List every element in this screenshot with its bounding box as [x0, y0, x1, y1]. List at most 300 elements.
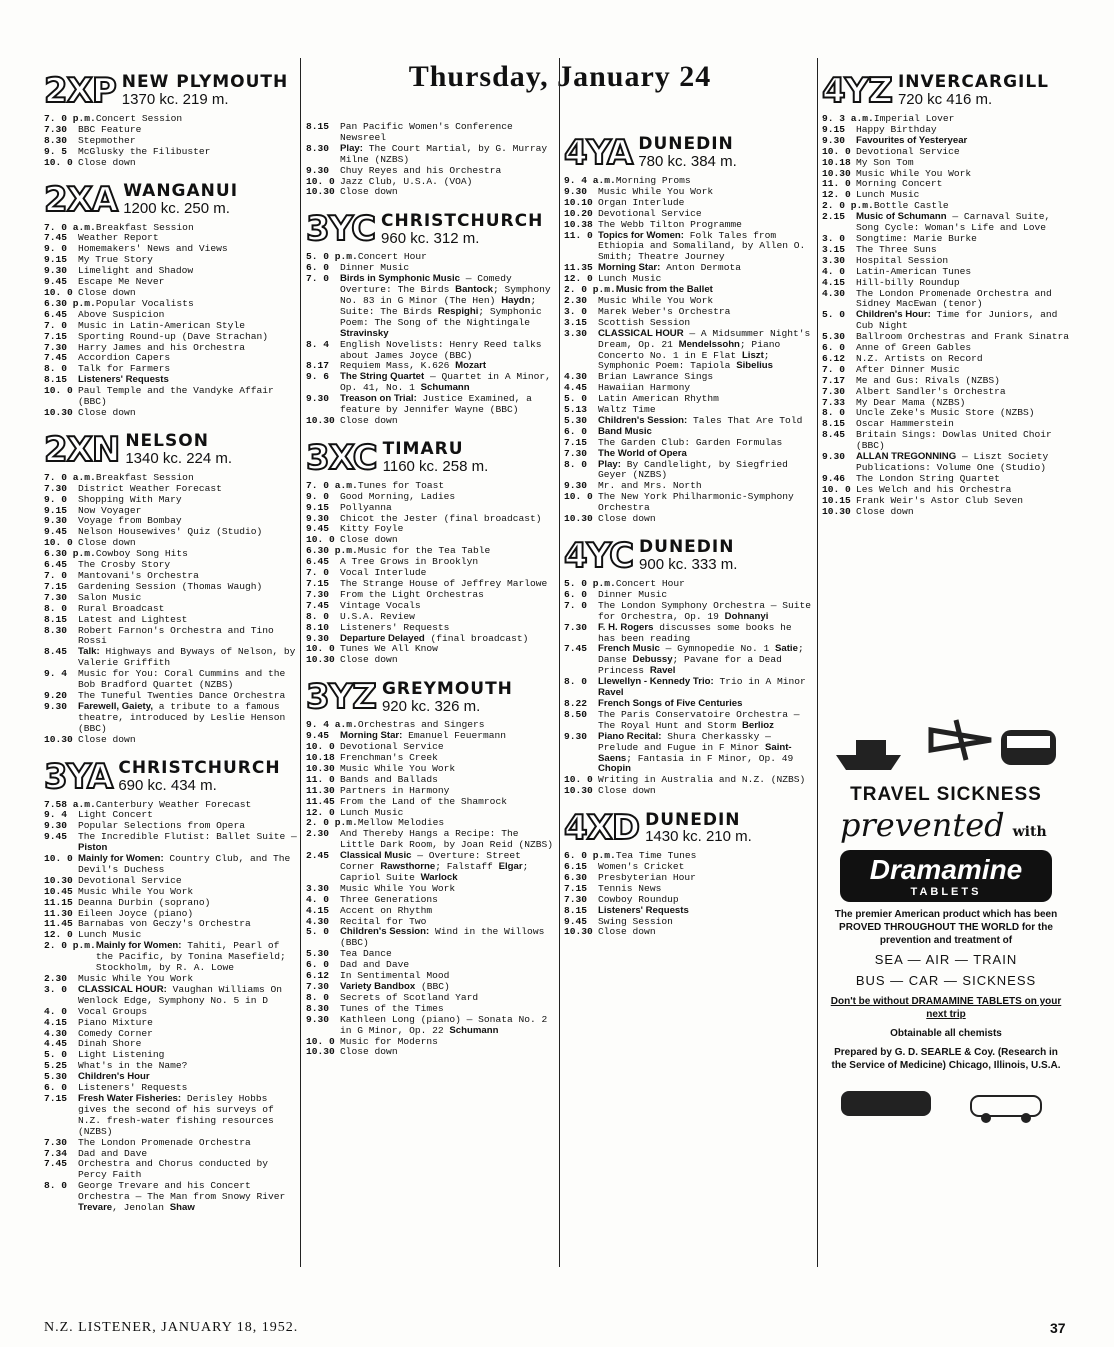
programme-title: Close down [340, 534, 398, 546]
programme-title: Listeners' Requests [340, 621, 450, 633]
programme-title: Mantovani's Orchestra [78, 570, 199, 581]
programme-title: Devotional Service [598, 207, 702, 219]
programme-title: Morning Star: Emanuel Feuermann [340, 730, 506, 742]
programme-title: Tea Time Tunes [615, 850, 697, 862]
programme-title: Weather Report [78, 232, 159, 244]
programme-title: Departure Delayed (final broadcast) [340, 632, 529, 644]
programme-title: Mr. and Mrs. North [598, 480, 702, 492]
programme-title: Barnabas von Geczy's Orchestra [78, 918, 251, 930]
programme-title: And Thereby Hangs a Recipe: The Little Dark Room, by Joan Reid (NZBS) [340, 828, 554, 851]
programme-title: Birds in Symphonic Music — Comedy Overture: The Birds Bantock; Symphony No. 83 in G Minor (The Hen) Haydn; Suite: The Birds Respighi; Symphonic Poem: The Song of the Nightingale Stravinsky [340, 273, 551, 339]
programme-time: 6. 0 p.m. [564, 850, 616, 862]
programme-time: 4.30 [44, 1027, 68, 1039]
programme-time: 9.15 [306, 501, 330, 513]
column-divider [559, 58, 560, 1267]
programme-title: Devotional Service [340, 741, 444, 753]
programme-time: 11. 0 [306, 773, 335, 785]
programme-entry [306, 1047, 556, 1058]
programme-title: Hawaiian Harmony [598, 382, 691, 394]
programme-title: What's in the Name? [78, 1060, 188, 1072]
programme-title: Orchestras and Singers [357, 719, 485, 731]
programme-title: Tea Dance [340, 948, 392, 960]
programme-time: 7. 0 a.m. [44, 471, 96, 483]
programme-time: 7.45 [44, 1158, 68, 1170]
programme-time: 3. 0 [564, 305, 588, 317]
programme-title: Dad and Dave [78, 1147, 148, 1159]
programme-time: 11.45 [44, 918, 73, 930]
programme-time: 9.15 [822, 123, 846, 135]
programme-time: 10.18 [822, 156, 851, 168]
programme-time: 10.30 [822, 167, 851, 179]
station-city: NEW PLYMOUTH [121, 72, 289, 93]
station-city: CHRISTCHURCH [381, 210, 544, 231]
programme-title: Close down [78, 286, 136, 298]
programme-title: Jazz Club, U.S.A. (VOA) [340, 175, 473, 187]
programme-entry [306, 786, 556, 797]
programme-time: 9. 4 a.m. [564, 175, 616, 186]
programme-entry [44, 615, 298, 626]
station-callsign: 3YC [306, 209, 376, 250]
programme-time: 8.30 [306, 142, 330, 154]
programme-entry [306, 144, 556, 166]
programme-title: Organ Interlude [598, 196, 685, 208]
programme-entry [44, 1138, 298, 1149]
programme-title: Dinner Music [340, 262, 410, 274]
programme-title: Popular Vocalists [95, 297, 194, 309]
programme-time: 9.30 [306, 164, 330, 176]
programme-time: 3. 0 [822, 232, 846, 244]
programme-time: 9. 4 [44, 668, 68, 680]
programme-title: Mellow Melodies [357, 817, 445, 829]
programme-title: Talk for Farmers [78, 363, 171, 375]
programme-title: The Strange House of Jeffrey Marlowe [340, 578, 548, 589]
programme-time: 7.30 [564, 621, 588, 633]
programme-title: Canterbury Weather Forecast [95, 798, 252, 810]
programme-time: 9.30 [44, 515, 68, 527]
programme-title: Dinner Music [598, 588, 668, 600]
programme-time: 4. 0 [306, 893, 330, 905]
programme-title: Light Concert [78, 809, 153, 821]
programme-entry [306, 340, 556, 362]
station-callsign: 2XA [44, 179, 118, 220]
programme-title: Britain Sings: Dowlas United Choir (BBC) [856, 429, 1052, 452]
programme-time: 10.15 [822, 494, 851, 506]
programme-entry [822, 452, 1072, 474]
ad-blurb: The premier American product which has been PROVED THROUGHOUT THE WORLD for the prevention and treatment of [834, 909, 1058, 946]
programme-time: 8.30 [306, 1002, 330, 1014]
station-header [564, 808, 814, 849]
programme-title: The London String Quartet [856, 472, 1000, 484]
programme-title: Now Voyager [78, 504, 142, 516]
programme-title: After Dinner Music [856, 363, 960, 375]
ad-line-2: BUS — CAR — SICKNESS [855, 973, 1037, 988]
programme-entry [564, 644, 814, 677]
programme-title: Salon Music [78, 591, 142, 603]
programme-time: 5.25 [44, 1060, 68, 1072]
programme-time: 10. 0 [564, 491, 593, 503]
programme-time: 7.30 [44, 123, 68, 135]
programme-time: 3.30 [822, 254, 846, 266]
programme-title: Talk: Highways and Byways of Nelson, by Valerie Griffith [78, 646, 296, 669]
programme-entry [306, 797, 556, 808]
programme-time: 9. 3 a.m. [822, 113, 874, 124]
programme-title: Escape Me Never [78, 276, 165, 288]
programme-time: 2. 0 p.m. [44, 940, 96, 952]
programme-time: 11. 0 [822, 178, 851, 190]
programme-entry [822, 507, 1072, 518]
programme-title: From the Land of the Shamrock [340, 795, 507, 807]
programme-title: Music of Schumann — Carnaval Suite, Song Cycle: Woman's Life and Love [856, 211, 1051, 234]
programme-title: The London Promenade Orchestra and Sidney MacEwan (tenor) [856, 287, 1052, 310]
programme-title: Cowboy Song Hits [95, 548, 188, 560]
station-callsign: 4YZ [822, 71, 892, 111]
programme-time: 9.30 [44, 700, 68, 712]
programme-title: Close down [78, 733, 136, 745]
station-callsign: 3YA [44, 756, 113, 797]
station-frequency: 1430 kc. 210 m. [645, 828, 752, 846]
programme-title: Deanna Durbin (soprano) [78, 896, 211, 908]
programme-time: 6.30 p.m. [44, 548, 96, 560]
programme-title: Music from the Ballet [615, 284, 713, 296]
programme-title: Close down [340, 654, 398, 666]
programme-time: 4.15 [306, 904, 330, 916]
programme-entry [44, 158, 298, 169]
programme-time: 8. 0 [44, 1180, 68, 1192]
column-3 [564, 122, 814, 938]
programme-time: 5. 0 [44, 1049, 68, 1061]
programme-time: 3.30 [306, 882, 330, 894]
programme-title: Close down [340, 1046, 398, 1058]
programme-time: 7.30 [822, 385, 846, 397]
column-4 [822, 60, 1072, 518]
programme-entry [564, 623, 814, 645]
programme-title: From the Light Orchestras [340, 588, 484, 600]
programme-title: Music for You: Coral Cummins and the Bob Bradford Quartet (NZBS) [78, 668, 286, 691]
programme-title: Imperial Lover [873, 113, 955, 124]
programme-entry [306, 927, 556, 949]
programme-title: District Weather Forecast [78, 482, 222, 494]
programme-time: 10.30 [44, 733, 73, 745]
programme-title: Morning Proms [615, 175, 691, 186]
programme-title: Music While You Work [598, 185, 714, 197]
programme-time: 9.45 [306, 523, 330, 535]
station-header [564, 133, 814, 173]
programme-time: 5.30 [822, 331, 846, 343]
programme-time: 4.45 [44, 1038, 68, 1050]
programme-title: The Incredible Flutist: Ballet Suite — Piston [78, 831, 297, 854]
programme-time: 3.30 [564, 327, 588, 339]
programme-time: 5. 0 p.m. [564, 578, 616, 589]
programme-title: Presbyterian Hour [598, 871, 696, 883]
programme-entry [306, 503, 556, 514]
programme-title: Frenchman's Creek [340, 751, 438, 763]
programme-time: 11.30 [306, 784, 335, 796]
programme-title: The Three Suns [856, 243, 937, 255]
programme-time: 5.30 [564, 414, 588, 426]
programme-title: Partners in Harmony [340, 784, 450, 796]
programme-title: Albert Sandler's Orchestra [856, 385, 1006, 397]
programme-title: Devotional Service [856, 145, 960, 157]
programme-title: Children's Hour [78, 1071, 150, 1083]
programme-time: 6. 0 [564, 425, 588, 437]
programme-title: Shopping With Mary [78, 493, 182, 505]
programme-entry [44, 1094, 298, 1138]
programme-time: 8. 0 [44, 602, 68, 614]
programme-title: CLASSICAL HOUR — A Midsummer Night's Dream, Op. 21 Mendelssohn; Piano Concerto No. 1 in E Flat Liszt; Symphonic Poem: Tapiola Sibelius [598, 327, 811, 372]
station-city: WANGANUI [123, 180, 239, 201]
programme-time: 11. 0 [564, 229, 593, 241]
programme-time: 9.45 [44, 526, 68, 538]
programme-time: 7.15 [306, 578, 330, 589]
station-city: GREYMOUTH [381, 678, 513, 699]
programme-time: 10. 0 [564, 774, 593, 786]
programme-title: CLASSICAL HOUR: Vaughan Williams On Wenlock Edge, Symphony No. 5 in D [78, 983, 282, 1006]
programme-title: French Songs of Five Centuries [598, 697, 743, 709]
programme-time: 6.30 [564, 871, 588, 883]
programme-title: Fresh Water Fisheries: Derisley Hobbs gives the second of his surveys of N.Z. fresh-water fishing resources (NZBS) [78, 1092, 274, 1137]
programme-entry [44, 147, 298, 158]
programme-title: Waltz Time [598, 404, 656, 416]
programme-title: Homemakers' News and Views [78, 243, 228, 255]
station-callsign: 4YA [564, 133, 633, 173]
programme-entry [822, 278, 1072, 289]
programme-time: 9.30 [306, 512, 330, 524]
programme-entry [306, 122, 556, 144]
programme-title: Concert Hour [357, 251, 427, 263]
programme-time: 8.15 [44, 613, 68, 625]
programme-time: 10. 0 [822, 483, 851, 495]
programme-time: 4. 0 [822, 265, 846, 277]
programme-time: 9.20 [44, 689, 68, 701]
programme-entry [44, 702, 298, 735]
programme-time: 7. 0 [44, 570, 68, 581]
programme-time: 8.22 [564, 697, 588, 709]
programme-time: 6.45 [44, 559, 68, 571]
programme-title: Eileen Joyce (piano) [78, 907, 194, 919]
programme-title: Popular Selections from Opera [78, 820, 245, 832]
programme-title: Listeners' Requests [78, 1082, 188, 1094]
programme-title: Requiem Mass, K.626 Mozart [340, 360, 487, 372]
programme-time: 9.30 [822, 134, 846, 146]
programme-title: Favourites of Yesteryear [856, 134, 968, 146]
programme-title: Concert Hour [615, 578, 685, 589]
programme-title: Treason on Trial: Justice Examined, a feature by Jennifer Wayne (BBC) [340, 393, 532, 416]
programme-title: Close down [78, 406, 136, 418]
programme-time: 4.30 [822, 287, 846, 299]
programme-time: 10.45 [44, 885, 73, 897]
programme-time: 7. 0 p.m. [44, 113, 96, 124]
publication-footer: N.Z. LISTENER, JANUARY 18, 1952. [44, 1320, 299, 1335]
programme-title: My Dear Mama (NZBS) [856, 396, 966, 408]
programme-time: 2.15 [822, 211, 846, 223]
programme-time: 5.30 [306, 948, 330, 960]
programme-entry [564, 710, 814, 732]
travel-illustration [831, 710, 1061, 780]
programme-time: 7.30 [564, 893, 588, 905]
station-header [44, 429, 298, 470]
programme-time: 8. 0 [564, 676, 588, 688]
station-header [564, 536, 814, 576]
programme-time: 9.46 [822, 472, 846, 484]
programme-time: 9.45 [44, 276, 68, 288]
programme-time: 7.45 [44, 232, 68, 244]
programme-time: 10. 0 [44, 537, 73, 549]
programme-title: Bottle Castle [873, 200, 949, 212]
programme-title: The London Promenade Orchestra [78, 1136, 251, 1148]
station-frequency: 1200 kc. 250 m. [123, 199, 230, 217]
column-1 [44, 60, 298, 1214]
programme-time: 2.30 [44, 973, 68, 984]
column-divider [817, 58, 818, 1267]
programme-title: Robert Farnon's Orchestra and Tino Rossi [78, 624, 274, 647]
programme-title: Music While You Work [78, 973, 194, 984]
programme-time: 12. 0 [306, 806, 335, 818]
programme-time: 8.30 [44, 624, 68, 636]
station-callsign: 2XN [44, 429, 120, 470]
programme-time: 6.45 [44, 308, 68, 320]
programme-title: Music While You Work [78, 885, 194, 897]
programme-time: 5. 0 [306, 926, 330, 938]
station-frequency: 920 kc. 326 m. [381, 697, 481, 715]
programme-time: 12. 0 [564, 273, 593, 285]
programme-title: Swing Session [598, 915, 673, 927]
programme-time: 10. 0 [306, 1035, 335, 1047]
programme-entry [44, 386, 298, 408]
programme-time: 5.13 [564, 404, 588, 416]
programme-title: Above Suspicion [78, 308, 165, 320]
programme-time: 6. 0 [306, 959, 330, 971]
programme-time: 9.45 [306, 730, 330, 742]
programme-title: Lunch Music [78, 929, 142, 941]
programme-entry [306, 655, 556, 666]
programme-time: 9.45 [564, 915, 588, 927]
programme-title: Harry James and his Orchestra [78, 341, 245, 353]
programme-title: Listeners' Requests [598, 904, 689, 916]
ad-prevented: prevented with [840, 806, 1047, 844]
programme-time: 8.30 [44, 134, 68, 146]
programme-title: Ballroom Orchestras and Frank Sinatra [856, 331, 1070, 343]
programme-title: Pan Pacific Women's Conference Newsreel [340, 121, 513, 143]
programme-title: Music in Latin-American Style [78, 319, 245, 331]
programme-title: N.Z. Artists on Record [856, 352, 983, 364]
programme-time: 7.30 [564, 447, 588, 459]
programme-time: 6.15 [564, 861, 588, 873]
programme-title: Frank Weir's Astor Club Seven [856, 494, 1023, 506]
programme-title: Music for Moderns [340, 1035, 438, 1047]
station-frequency: 1370 kc. 219 m. [121, 91, 229, 109]
programme-title: Mainly for Women: Tahiti, Pearl of the Pacific, by Tonina Masefield; Stockholm, by R. A. Lowe [95, 940, 286, 974]
programme-title: Lunch Music [598, 273, 662, 285]
programme-title: Vocal Interlude [340, 567, 427, 579]
programme-title: George Trevare and his Concert Orchestra — The Man from Snowy River Trevare, Jenolan Shaw [78, 1180, 286, 1214]
programme-time: 10. 0 [44, 385, 73, 397]
programme-title: My Son Tom [856, 156, 914, 168]
programme-time: 11.45 [306, 795, 335, 807]
station-frequency: 900 kc. 333 m. [639, 556, 738, 574]
station-city: NELSON [125, 431, 209, 452]
station-callsign: 4XD [564, 808, 640, 849]
programme-entry [564, 209, 814, 220]
programme-time: 8.17 [306, 360, 330, 372]
programme-time: 2. 0 p.m. [306, 817, 358, 829]
programme-title: Llewellyn - Kennedy Trio: Trio in A Minor Ravel [598, 676, 806, 699]
programme-title: U.S.A. Review [340, 610, 415, 622]
programme-title: Vocal Groups [78, 1005, 148, 1017]
programme-title: Devotional Service [78, 874, 182, 886]
programme-title: Children's Session: Wind in the Willows (BBC) [340, 926, 545, 949]
programme-entry [44, 669, 298, 691]
programme-title: Kitty Foyle [340, 523, 404, 535]
programme-time: 7.30 [44, 341, 68, 353]
programme-time: 11.35 [564, 262, 593, 274]
programme-time: 10.30 [306, 414, 335, 426]
programme-time: 9.30 [564, 730, 588, 742]
programme-entry [44, 735, 298, 746]
programme-time: 7. 0 [306, 567, 330, 579]
train-car-illustration [831, 1076, 1061, 1126]
programme-title: Breakfast Session [95, 471, 194, 483]
programme-title: Breakfast Session [95, 221, 194, 233]
programme-entry [306, 187, 556, 198]
programme-title: Latest and Lightest [78, 613, 188, 625]
programme-time: 9.30 [564, 185, 588, 197]
station-header [44, 71, 298, 111]
programme-title: Close down [598, 513, 656, 525]
programme-title: Writing in Australia and N.Z. (NZBS) [598, 774, 806, 786]
programme-time: 5. 0 [564, 393, 588, 405]
programme-title: Rural Broadcast [78, 602, 165, 614]
programme-time: 6. 0 [44, 1082, 68, 1094]
programme-title: Music While You Work [340, 882, 456, 894]
ad-line-1: SEA — AIR — TRAIN [874, 952, 1018, 967]
programme-time: 9. 4 [44, 809, 68, 821]
programme-title: Good Morning, Ladies [340, 490, 456, 502]
station-header [306, 209, 556, 250]
programme-title: Les Welch and his Orchestra [856, 483, 1012, 495]
programme-title: Lunch Music [340, 806, 404, 818]
programme-time: 8. 0 [306, 991, 330, 1003]
programme-time: 7. 0 [564, 599, 588, 611]
programme-entry [306, 829, 556, 851]
programme-time: 8. 0 [822, 407, 846, 419]
programme-title: ALLAN TREGONNING — Liszt Society Publications: Volume One (Studio) [856, 451, 1049, 473]
programme-title: Pollyanna [340, 501, 392, 513]
programme-entry [44, 321, 298, 332]
programme-entry [564, 492, 814, 514]
programme-time: 12. 0 [822, 189, 851, 201]
programme-title: Children's Session: Tales That Are Told [598, 414, 803, 426]
programme-time: 10. 0 [44, 156, 73, 168]
programme-time: 7.15 [44, 330, 68, 342]
programme-entry [822, 310, 1072, 332]
programme-title: Women's Cricket [598, 861, 685, 873]
programme-time: 7.58 a.m. [44, 798, 96, 810]
programme-entry [564, 601, 814, 623]
programme-title: Concert Session [95, 113, 183, 124]
column-divider [300, 58, 301, 1267]
programme-title: Anne of Green Gables [856, 342, 972, 354]
programme-title: Play: The Court Martial, by G. Murray Milne (NZBS) [340, 142, 548, 165]
programme-time: 7. 0 [822, 363, 846, 375]
programme-title: The Garden Club: Garden Formulas [598, 436, 783, 448]
programme-time: 4.45 [564, 382, 588, 394]
programme-entry [306, 1015, 556, 1037]
programme-entry [44, 604, 298, 615]
programme-title: Close down [598, 926, 656, 938]
programme-time: 3. 0 [44, 983, 68, 995]
programme-time: 8.15 [306, 121, 330, 132]
programme-entry [306, 274, 556, 339]
